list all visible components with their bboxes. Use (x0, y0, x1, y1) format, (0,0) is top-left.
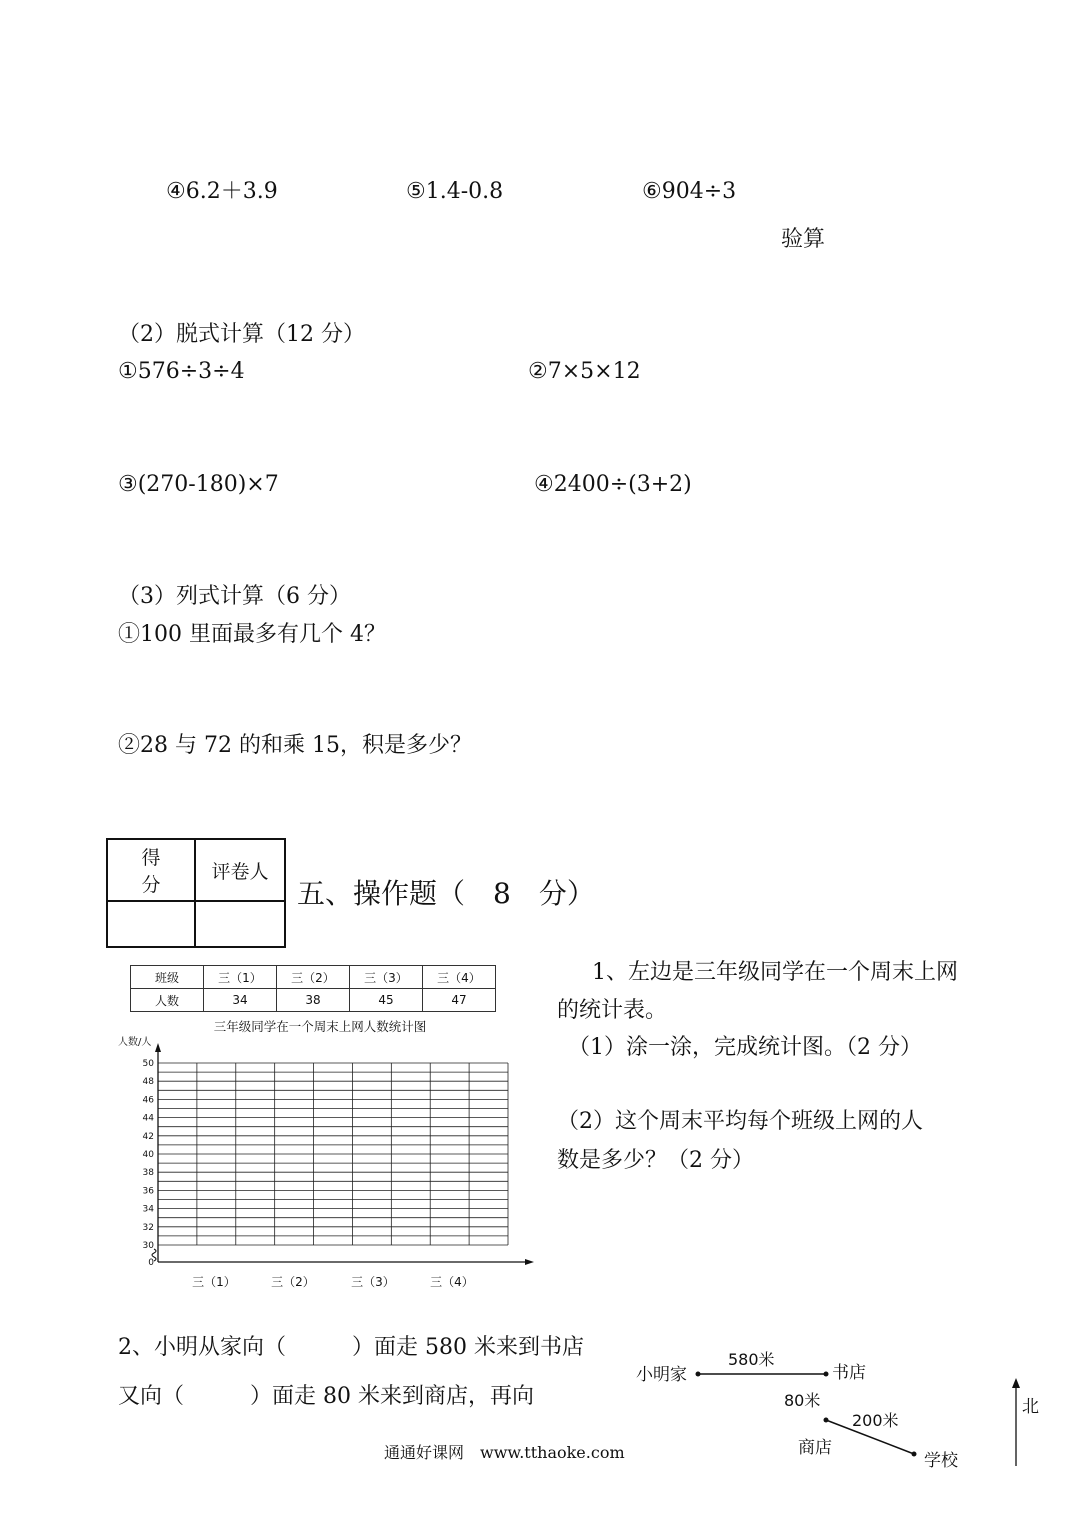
calc-item-6: ⑥904÷3 (642, 179, 737, 204)
chart-y-tick-label: 44 (142, 1113, 154, 1124)
school-point (912, 1452, 917, 1457)
school-label: 学校 (924, 1451, 958, 1471)
part2-q3: ③(270-180)×7 (118, 472, 279, 497)
stat-count-4: 47 (423, 989, 496, 1012)
chart-y-tick-label: 40 (142, 1150, 154, 1160)
stat-chart[interactable] (110, 1015, 540, 1295)
chart-x-category-label: 三（3） (351, 1275, 395, 1289)
route-map (630, 1340, 1070, 1480)
chart-y-arrow (155, 1043, 161, 1052)
q1-sub2-line1: （2）这个周末平均每个班级上网的人 (557, 1109, 923, 1134)
stat-count-3: 45 (350, 989, 423, 1012)
bookstore-point (824, 1372, 829, 1377)
stat-header-label: 班级 (131, 966, 204, 989)
stat-row-label: 人数 (131, 989, 204, 1012)
chart-y-tick-label: 36 (142, 1186, 154, 1197)
score-table (106, 838, 286, 948)
q1-line1: 1、左边是三年级同学在一个周末上网 (592, 960, 958, 985)
part2-heading: （2）脱式计算（12 分） (118, 322, 365, 347)
chart-x-arrow (525, 1259, 534, 1265)
chart-y-tick-label: 0 (148, 1258, 154, 1268)
grader-input-cell[interactable] (195, 901, 285, 947)
grader-label: 评卷人 (195, 839, 285, 901)
score-label-2: 分 (141, 874, 161, 896)
chart-grid (158, 1063, 508, 1245)
chart-title: 三年级同学在一个周末上网人数统计图 (213, 1019, 427, 1034)
part2-q1: ①576÷3÷4 (118, 359, 245, 384)
chart-y-tick-label: 48 (142, 1077, 154, 1088)
chart-x-categories (192, 1275, 474, 1289)
stat-class-2: 三（2） (277, 966, 350, 989)
home-label: 小明家 (636, 1365, 687, 1385)
score-label-1: 得 (141, 847, 161, 869)
q2-line2: 又向（ ）面走 80 米来到商店，再向 (118, 1384, 534, 1409)
stat-count-1: 34 (204, 989, 277, 1012)
bookstore-label: 书店 (832, 1363, 866, 1383)
chart-y-tick-label: 32 (142, 1222, 154, 1233)
q1-sub1: （1）涂一涂，完成统计图。（2 分） (568, 1035, 922, 1060)
chart-y-tick-label: 42 (142, 1131, 154, 1142)
calc-item-4: ④6.2＋3.9 (166, 179, 278, 204)
stat-class-3: 三（3） (350, 966, 423, 989)
chart-y-tick-label: 34 (142, 1204, 154, 1215)
north-arrow-icon (1012, 1378, 1020, 1388)
chart-y-tick-label: 30 (142, 1241, 154, 1251)
stat-class-1: 三（1） (204, 966, 277, 989)
score-label-cell (107, 839, 195, 901)
part2-q2: ②7×5×12 (528, 359, 641, 384)
chart-x-category-label: 三（2） (271, 1275, 315, 1289)
stat-table (130, 965, 496, 1012)
north-label: 北 (1022, 1397, 1039, 1417)
part2-q4: ④2400÷(3+2) (534, 472, 692, 497)
score-input-cell[interactable] (107, 901, 195, 947)
check-label: 验算 (781, 227, 826, 252)
shop-point (824, 1418, 829, 1423)
q2-line1: 2、小明从家向（ ）面走 580 米来到书店 (118, 1335, 584, 1360)
distance-200: 200米 (852, 1411, 899, 1430)
shop-label: 商店 (798, 1438, 832, 1458)
footer-watermark: 通通好课网 www.tthaoke.com (384, 1443, 625, 1462)
q1-sub2-line2: 数是多少？（2 分） (557, 1148, 754, 1173)
chart-y-ticks (143, 1059, 155, 1268)
calc-item-5: ⑤1.4-0.8 (406, 179, 504, 204)
chart-y-tick-label: 46 (142, 1095, 154, 1106)
chart-x-category-label: 三（4） (430, 1275, 474, 1289)
distance-580: 580米 (728, 1350, 775, 1369)
chart-y-tick-label: 38 (142, 1168, 154, 1179)
stat-class-4: 三（4） (423, 966, 496, 989)
part3-q2: ②28 与 72 的和乘 15，积是多少？ (118, 733, 472, 758)
chart-y-tick-label: 50 (142, 1059, 154, 1069)
section5-title: 五、操作题（ 8 分） (297, 877, 595, 910)
chart-ylabel: 人数/人 (118, 1037, 152, 1048)
part3-heading: （3）列式计算（6 分） (118, 584, 351, 609)
part3-q1: ①100 里面最多有几个 4？ (118, 622, 386, 647)
home-point (696, 1372, 701, 1377)
distance-80: 80米 (784, 1391, 821, 1410)
chart-x-category-label: 三（1） (192, 1275, 236, 1289)
stat-count-2: 38 (277, 989, 350, 1012)
q1-line2: 的统计表。 (557, 998, 668, 1023)
